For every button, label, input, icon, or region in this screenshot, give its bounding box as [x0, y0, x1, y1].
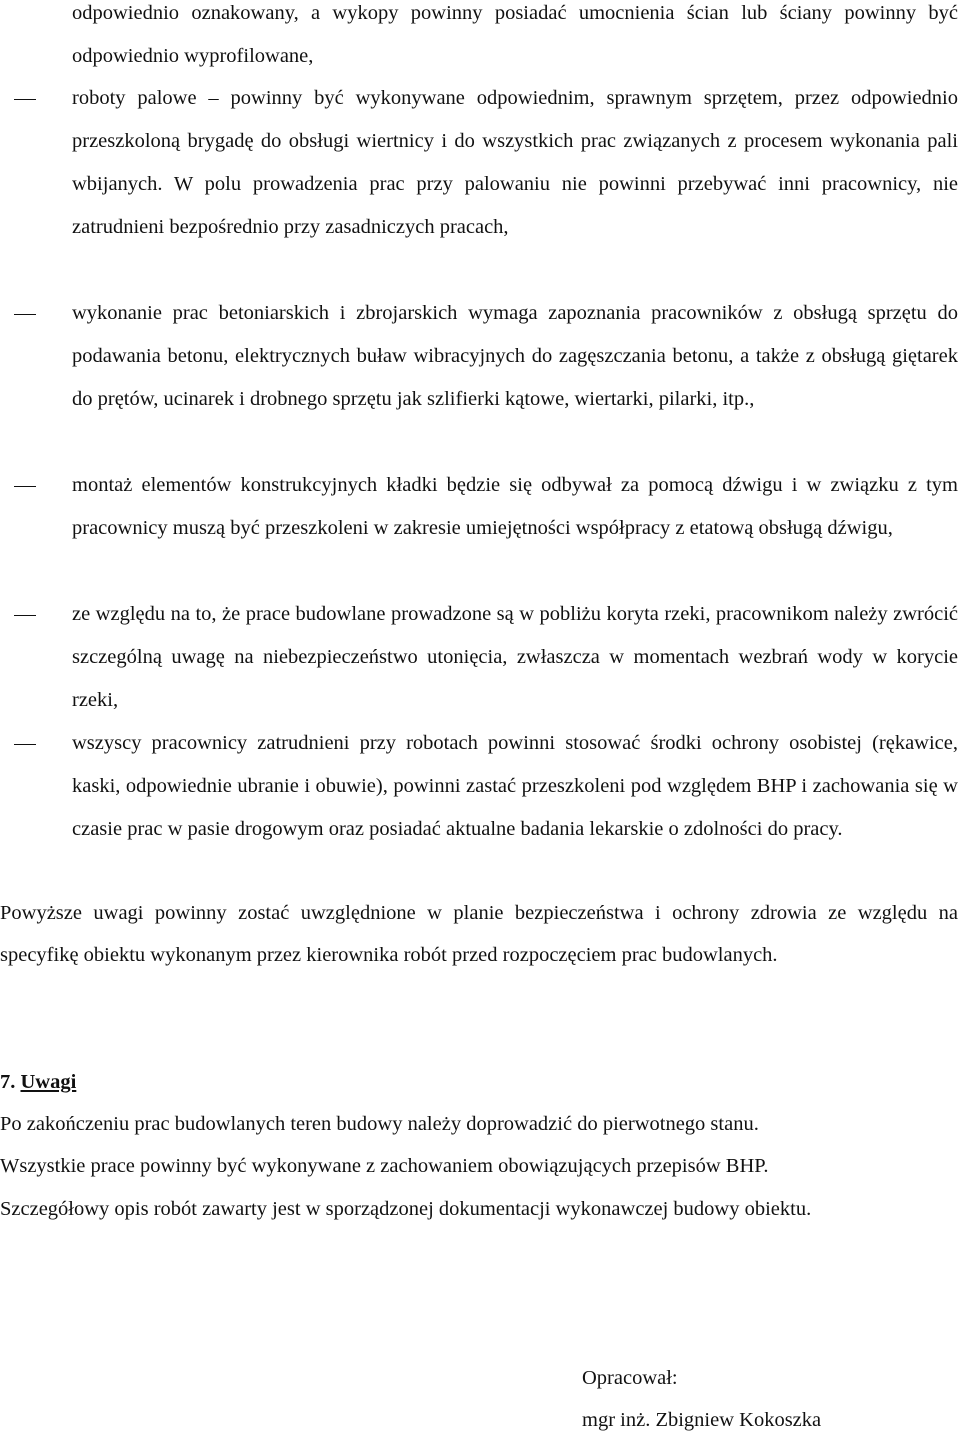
signature-name: [582, 1400, 821, 1440]
remark-line: [0, 1145, 958, 1187]
remark-text: Szczegółowy opis robót zawarty jest w sporządzonej dokumentacji wykonawczej budowy obiektu.: [0, 1198, 812, 1220]
list-item-text: montaż elementów konstrukcyjnych kładki będzie się odbywał za pomocą dźwigu i w związku z tym pracownicy muszą być przeszkoleni w zakresie umiejętności współpracy z etatową obsługą dźwigu,: [72, 474, 958, 539]
list-item-text: wykonanie prac betoniarskich i zbrojarskich wymaga zapoznania pracowników z obsługą sprzętu do podawania betonu, elektrycznych buław wibracyjnych do zagęszczania betonu, a także z obsługą giętarek do prętów, ucinarek i drobnego sprzętu jak szlifierki kątowe, wiertarki, pilarki, itp.,: [72, 302, 958, 410]
remark-line: [0, 1103, 958, 1145]
dash-bullet-icon: [14, 314, 36, 315]
section-heading: [0, 1061, 76, 1103]
list-item: [0, 464, 960, 550]
list-item-text: wszyscy pracownicy zatrudnieni przy robotach powinni stosować środki ochrony osobistej (rękawice, kaski, odpowiednie ubranie i obuwie), powinni zastać przeszkoleni pod względem BHP i zachowania się w czasie prac w pasie drogowym oraz posiadać aktualne badania lekarskie o zdolności do pracy.: [72, 732, 958, 840]
list-item: [0, 722, 960, 851]
section-number: 7.: [0, 1071, 16, 1093]
list-item-text: odpowiednio oznakowany, a wykopy powinny posiadać umocnienia ścian lub ściany powinny być odpowiednio wyprofilowane,: [72, 2, 958, 67]
dash-bullet-icon: [14, 99, 36, 100]
list-item: [0, 593, 960, 722]
dash-bullet-icon: [14, 486, 36, 487]
signature-label-text: Opracował:: [582, 1367, 678, 1389]
list-item-text: ze względu na to, że prace budowlane prowadzone są w pobliżu koryta rzeki, pracownikom należy zwrócić szczególną uwagę na niebezpieczeństwo utonięcia, zwłaszcza w momentach wezbrań wody w korycie rzeki,: [72, 603, 958, 711]
section-title: Uwagi: [20, 1071, 77, 1093]
summary-paragraph: [0, 892, 958, 976]
list-item: [0, 77, 960, 249]
list-item-text: roboty palowe – powinny być wykonywane odpowiednim, sprawnym sprzętem, przez odpowiednio przeszkoloną brygadę do obsługi wiertnicy i do wszystkich prac związanych z procesem wykonania pali wbijanych. W polu prowadzenia prac przy palowaniu nie powinni przebywać inni pracownicy, nie zatrudnieni bezpośrednio przy zasadniczych pracach,: [72, 87, 958, 238]
dash-bullet-icon: [14, 615, 36, 616]
remark-text: Wszystkie prace powinny być wykonywane z zachowaniem obowiązujących przepisów BHP.: [0, 1155, 769, 1177]
list-item: [0, 292, 960, 421]
dash-bullet-icon: [14, 744, 36, 745]
list-item: [0, 0, 960, 78]
remark-text: Po zakończeniu prac budowlanych teren budowy należy doprowadzić do pierwotnego stanu.: [0, 1113, 759, 1135]
remark-line: [0, 1188, 958, 1230]
signature-name-text: mgr inż. Zbigniew Kokoszka: [582, 1409, 822, 1431]
signature-label: [582, 1358, 678, 1398]
summary-paragraph-text: Powyższe uwagi powinny zostać uwzględnione w planie bezpieczeństwa i ochrony zdrowia ze względu na specyfikę obiektu wykonanym przez kierownika robót przed rozpoczęciem prac budowlanych.: [0, 902, 958, 966]
